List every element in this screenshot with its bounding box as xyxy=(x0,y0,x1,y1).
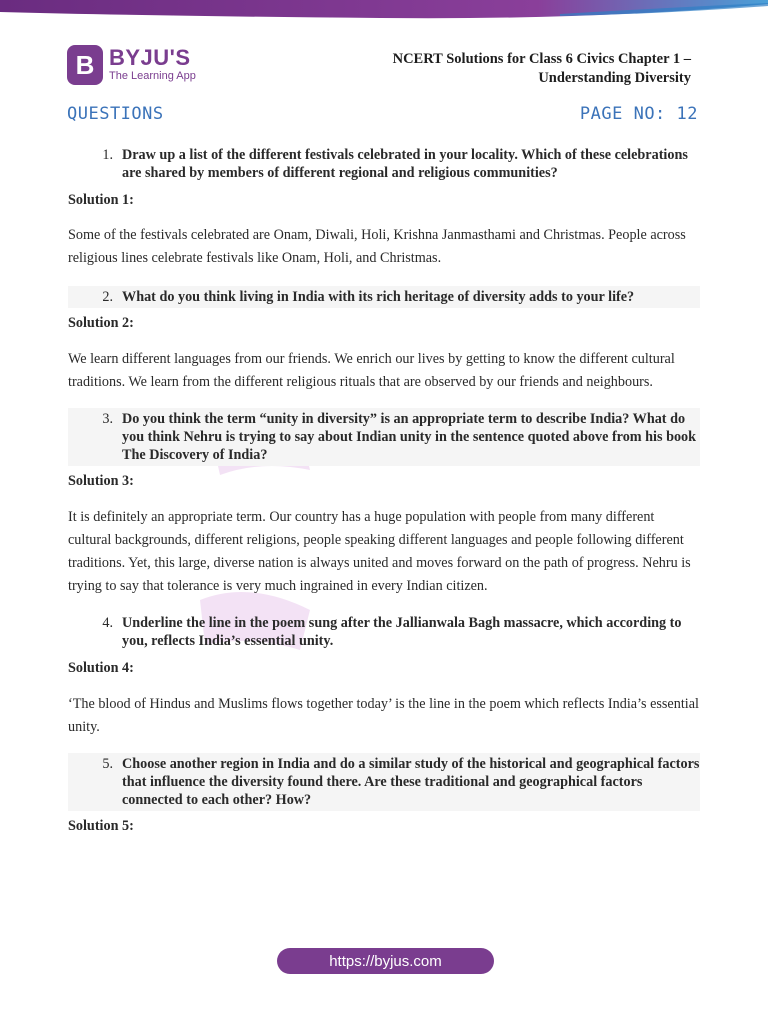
answer-4: ‘The blood of Hindus and Muslims flows together today’ is the line in the poem which reflects India’s essential unity. xyxy=(68,696,699,735)
answer-2: We learn different languages from our friends. We enrich our lives by getting to know the different cultural traditions. We learn from the different religious rituals that are observed by our friends and neighbours. xyxy=(68,351,675,390)
solution-heading-1: Solution 1: xyxy=(68,192,134,208)
question-text: Do you think the term “unity in diversity” is an appropriate term to describe India? What do you think Nehru is trying to say about Indian unity in the sentence quoted above from his book The Discovery of India? xyxy=(122,411,697,463)
question-text: Draw up a list of the different festivals celebrated in your locality. Which of these celebrations are shared by members of different regional and religious communities? xyxy=(122,147,688,181)
question-2 xyxy=(68,286,700,308)
question-text: Choose another region in India and do a similar study of the historical and geographical factors that influence the diversity found there. Are these traditional and geographical factors connected to each other? How? xyxy=(122,756,700,808)
brand-badge-icon: B xyxy=(67,45,103,85)
page-number-label: PAGE NO: 12 xyxy=(579,104,698,124)
footer-url-link[interactable]: https://byjus.com xyxy=(277,948,494,974)
solution-heading-2: Solution 2: xyxy=(68,315,134,331)
brand-tagline: The Learning App xyxy=(109,70,196,82)
question-text: Underline the line in the poem sung after the Jallianwala Bagh massacre, which according to you, reflects India’s essential unity. xyxy=(122,615,682,649)
question-number: 3. xyxy=(102,411,113,427)
question-1 xyxy=(68,144,700,184)
solution-heading-3: Solution 3: xyxy=(68,473,134,489)
document-title xyxy=(393,50,691,88)
qa-content xyxy=(68,144,700,835)
brand-logo xyxy=(67,43,196,87)
question-3 xyxy=(68,408,700,466)
question-4 xyxy=(68,612,700,652)
answer-3: It is definitely an appropriate term. Our country has a huge population with people from many different cultural backgrounds, different religions, people speaking different languages and people following different traditions. Yet, this large, diverse nation is always united and moves forward on the path of progress. Nehru is trying to say that tolerance is very much ingrained in every Indian citizen. xyxy=(68,509,691,594)
document-title-line2: Understanding Diversity xyxy=(538,70,691,86)
solution-heading-4: Solution 4: xyxy=(68,660,134,676)
question-5 xyxy=(68,753,700,811)
question-number: 4. xyxy=(102,615,113,631)
question-number: 1. xyxy=(102,147,113,163)
question-text: What do you think living in India with its rich heritage of diversity adds to your life? xyxy=(122,289,635,305)
document-title-line1: NCERT Solutions for Class 6 Civics Chapter 1 – xyxy=(392,51,691,67)
question-number: 2. xyxy=(102,289,113,305)
question-number: 5. xyxy=(102,756,113,772)
top-decorative-band xyxy=(0,0,768,20)
questions-label: QUESTIONS xyxy=(67,104,164,124)
brand-name: BYJU'S xyxy=(109,45,191,70)
answer-1: Some of the festivals celebrated are Onam, Diwali, Holi, Krishna Janmasthami and Christmas. People across religious lines celebrate festivals like Onam, Holi, and Christmas. xyxy=(68,227,686,266)
solution-heading-5: Solution 5: xyxy=(68,818,134,834)
